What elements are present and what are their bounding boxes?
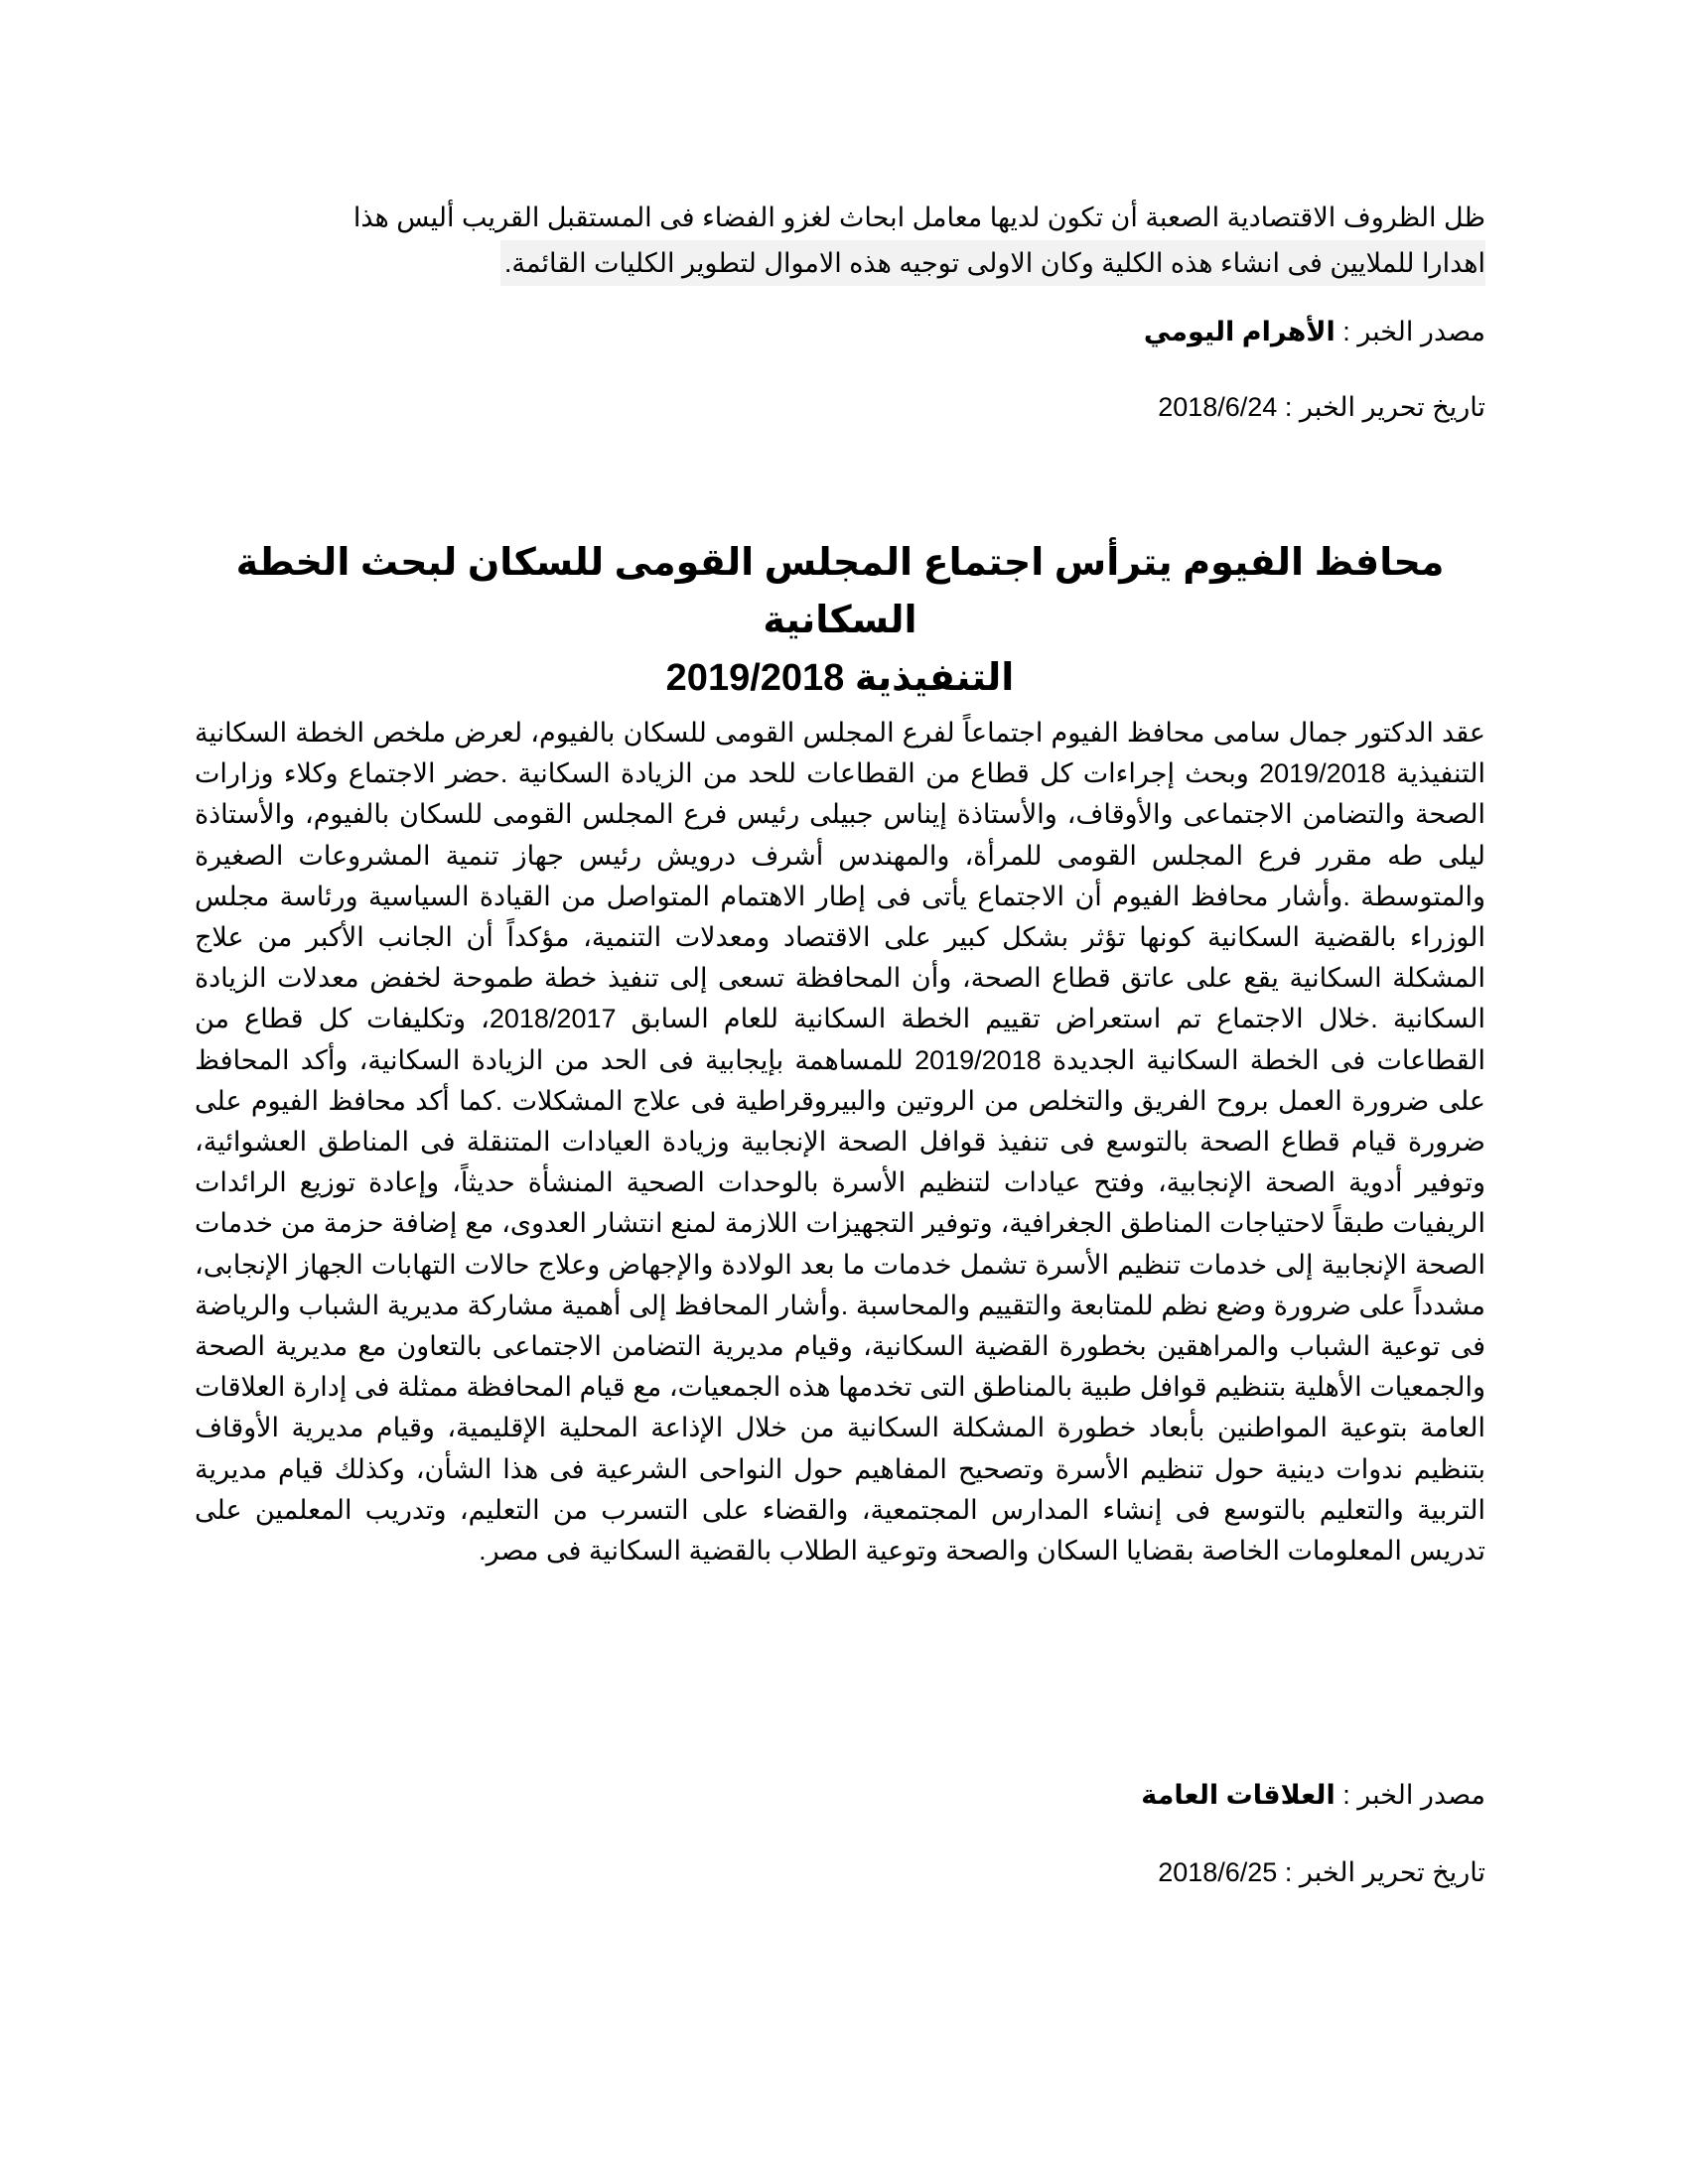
intro-paragraph [195,195,1485,286]
second-date-line [195,1852,1485,1892]
second-source-line [195,1775,1485,1815]
article-title-line-1: محافظ الفيوم يترأس اجتماع المجلس القومى للسكان لبحث الخطة السكانية [235,542,1445,641]
second-date-label: تاريخ تحرير الخبر : [1277,1857,1485,1887]
second-source-value: العلاقات العامة [1141,1780,1336,1810]
intro-line-2: اهدارا للملايين فى انشاء هذه الكلية وكان الاولى توجيه هذه الاموال لتطوير الكليات القائمة. [500,240,1485,286]
first-source-line [195,312,1485,351]
first-date-line [195,387,1485,427]
first-source-label: مصدر الخبر : [1335,317,1485,346]
article-body: عقد الدكتور جمال سامى محافظ الفيوم اجتماعاً لفرع المجلس القومى للسكان بالفيوم، لعرض ملخص الخطة السكانية التنفيذية 2019/2018 وبحث إجراءات كل قطاع من القطاعات للحد من الزيادة السكانية .حضر الاجتماع وكلاء وزارات الصحة والتضامن الاجتماعى والأوقاف، والأستاذة إيناس جبيلى رئيس فرع المجلس القومى للسكان بالفيوم، والأستاذة ليلى طه مقرر فرع المجلس القومى للمرأة، والمهندس أشرف درويش رئيس جهاز تنمية المشروعات الصغيرة والمتوسطة .وأشار محافظ الفيوم أن الاجتماع يأتى فى إطار الاهتمام المتواصل من القيادة السياسية ورئاسة مجلس الوزراء بالقضية السكانية كونها تؤثر بشكل كبير على الاقتصاد ومعدلات التنمية، مؤكداً أن الجانب الأكبر من علاج المشكلة السكانية يقع على عاتق قطاع الصحة، وأن المحافظة تسعى إلى تنفيذ خطة طموحة لخفض معدلات الزيادة السكانية .خلال الاجتماع تم استعراض تقييم الخطة السكانية للعام السابق 2018/2017، وتكليفات كل قطاع من القطاعات فى الخطة السكانية الجديدة 2019/2018 للمساهمة بإيجابية فى الحد من الزيادة السكانية، وأكد المحافظ على ضرورة العمل بروح الفريق والتخلص من الروتين والبيروقراطية فى علاج المشكلات .كما أكد محافظ الفيوم على ضرورة قيام قطاع الصحة بالتوسع فى تنفيذ قوافل الصحة الإنجابية وزيادة العيادات المتنقلة فى المناطق العشوائية، وتوفير أدوية الصحة الإنجابية، وفتح عيادات لتنظيم الأسرة بالوحدات الصحية المنشأة حديثاً، وإعادة توزيع الرائدات الريفيات طبقاً لاحتياجات المناطق الجغرافية، وتوفير التجهيزات اللازمة لمنع انتشار العدوى، مع إضافة حزمة من خدمات الصحة الإنجابية إلى خدمات تنظيم الأسرة تشمل خدمات ما بعد الولادة والإجهاض وعلاج حالات التهابات الجهاز الإنجابى، مشدداً على ضرورة وضع نظم للمتابعة والتقييم والمحاسبة .وأشار المحافظ إلى أهمية مشاركة مديرية الشباب والرياضة فى توعية الشباب والمراهقين بخطورة القضية السكانية، وقيام مديرية التضامن الاجتماعى بالتعاون مع مديرية الصحة والجمعيات الأهلية بتنظيم قوافل طبية بالمناطق التى تخدمها هذه الجمعيات، مع قيام المحافظة ممثلة فى إدارة العلاقات العامة بتوعية المواطنين بأبعاد خطورة المشكلة السكانية من خلال الإذاعة المحلية الإقليمية، وقيام مديرية الأوقاف بتنظيم ندوات دينية حول تنظيم الأسرة وتصحيح المفاهيم حول النواحى الشرعية فى هذا الشأن، وكذلك قيام مديرية التربية والتعليم بالتوسع فى إنشاء المدارس المجتمعية، والقضاء على التسرب من التعليم، وتدريب المعلمين على تدريس المعلومات الخاصة بقضايا السكان والصحة وتوعية الطلاب بالقضية السكانية فى مصر. [195,718,1486,1567]
first-date-label: تاريخ تحرير الخبر : [1277,392,1485,422]
intro-line-1: ظل الظروف الاقتصادية الصعبة أن تكون لديها معامل ابحاث لغزو الفضاء فى المستقبل القريب أليس هذا [352,203,1485,232]
article-title-line-2: التنفيذية 2019/2018 [665,657,1015,699]
second-date-value: 2018/6/25 [1158,1857,1278,1887]
article-title [195,534,1485,707]
first-date-value: 2018/6/24 [1158,392,1278,422]
first-source-value: الأهرام اليومي [1143,317,1336,346]
second-source-label: مصدر الخبر : [1335,1780,1485,1810]
